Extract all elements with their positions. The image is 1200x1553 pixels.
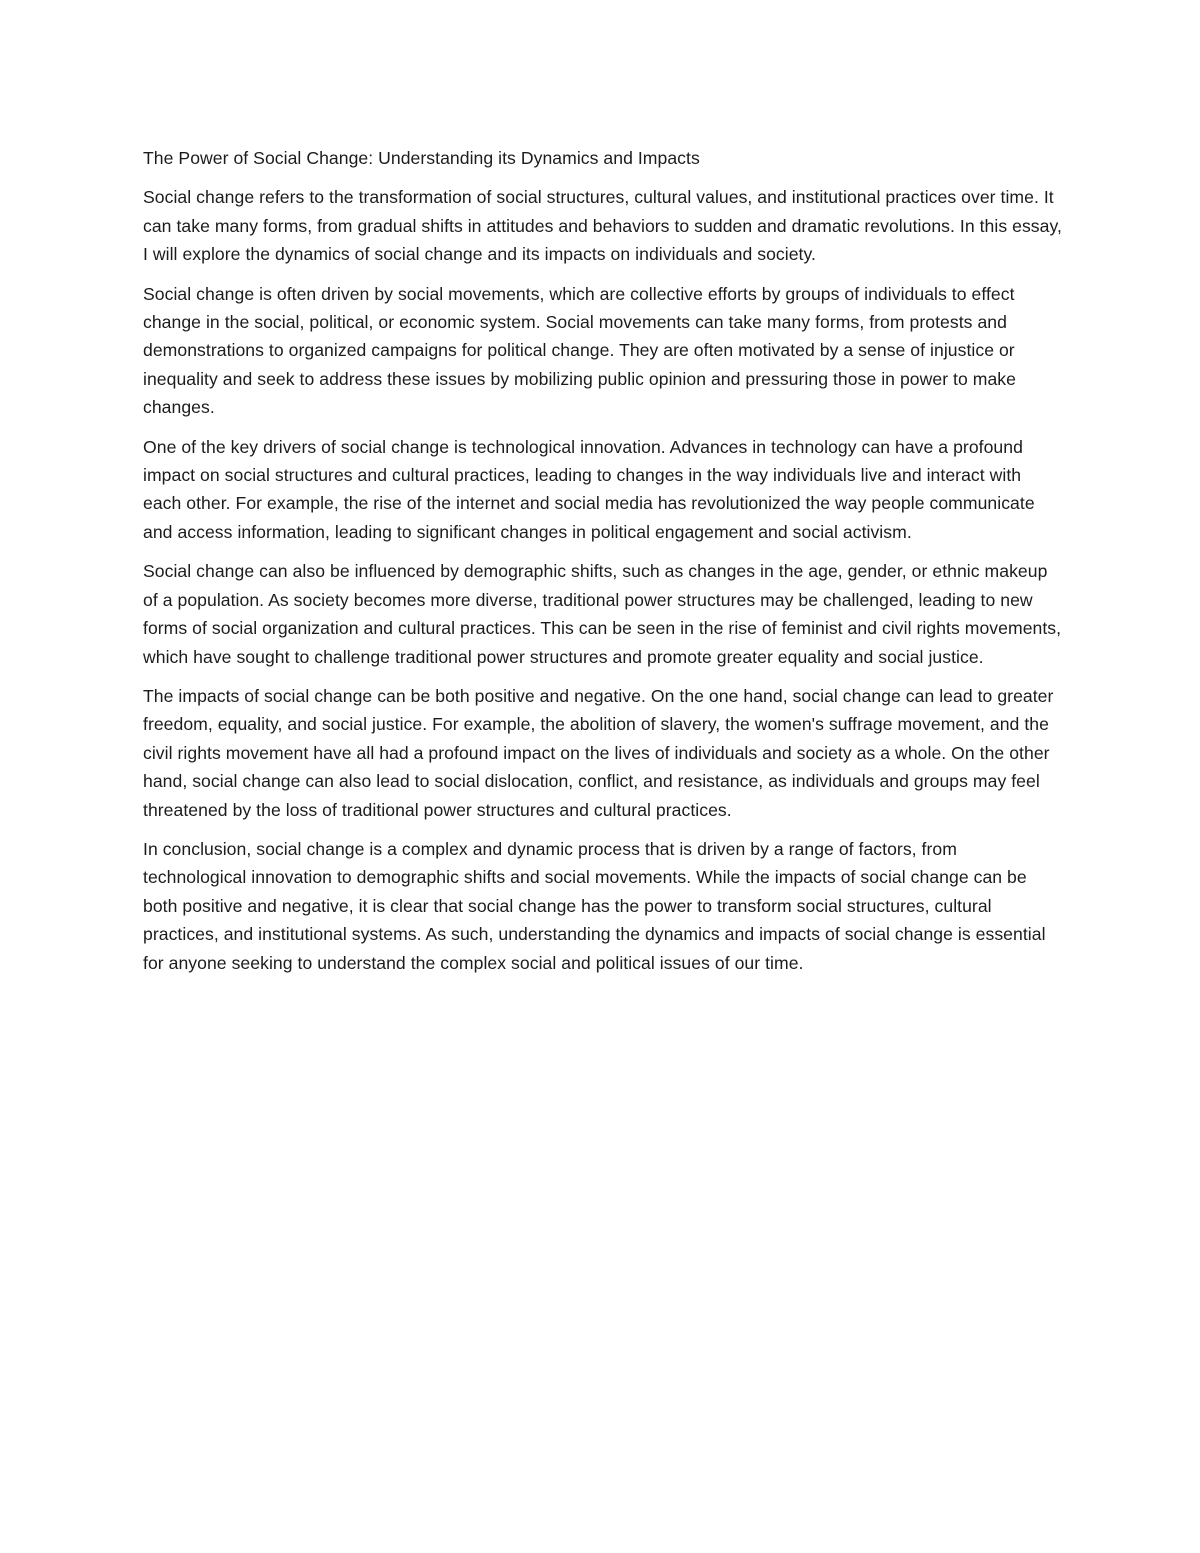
paragraph-introduction: Social change refers to the transformation of social structures, cultural values, and institutional practices over time. It can take many forms, from gradual shifts in attitudes and behaviors to sudden and dramatic revolutions. In this essay, I will explore the dynamics of social change and its impacts on individuals and society.: [143, 187, 1062, 265]
paragraph-conclusion: In conclusion, social change is a complex and dynamic process that is driven by a range of factors, from technological innovation to demographic shifts and social movements. While the impacts of social change can be both positive and negative, it is clear that social change has the power to transform social structures, cultural practices, and institutional systems. As such, understanding the dynamics and impacts of social change is essential for anyone seeking to understand the complex social and political issues of our time.: [143, 838, 1046, 973]
paragraph-demographic-shifts: Social change can also be influenced by demographic shifts, such as changes in the age, gender, or ethnic makeup of a population. As society becomes more diverse, traditional power structures may be challenged, leading to new forms of social organization and cultural practices. This can be seen in the rise of feminist and civil rights movements, which have sought to challenge traditional power structures and promote greater equality and social justice.: [143, 561, 1062, 667]
document-body: [143, 144, 1063, 988]
paragraph-social-movements: Social change is often driven by social movements, which are collective efforts by groups of individuals to effect change in the social, political, or economic system. Social movements can take many forms, from protests and demonstrations to organized campaigns for political change. They are often motivated by a sense of injustice or inequality and seek to address these issues by mobilizing public opinion and pressuring those in power to make changes.: [143, 283, 1016, 418]
document-title: The Power of Social Change: Understanding its Dynamics and Impacts: [143, 148, 700, 168]
paragraph-technological-innovation: One of the key drivers of social change is technological innovation. Advances in technology can have a profound impact on social structures and cultural practices, leading to changes in the way individuals live and interact with each other. For example, the rise of the internet and social media has revolutionized the way people communicate and access information, leading to significant changes in political engagement and social activism.: [143, 436, 1035, 542]
paragraph-impacts: The impacts of social change can be both positive and negative. On the one hand, social change can lead to greater freedom, equality, and social justice. For example, the abolition of slavery, the women's suffrage movement, and the civil rights movement have all had a profound impact on the lives of individuals and society as a whole. On the other hand, social change can also lead to social dislocation, conflict, and resistance, as individuals and groups may feel threatened by the loss of traditional power structures and cultural practices.: [143, 685, 1054, 820]
